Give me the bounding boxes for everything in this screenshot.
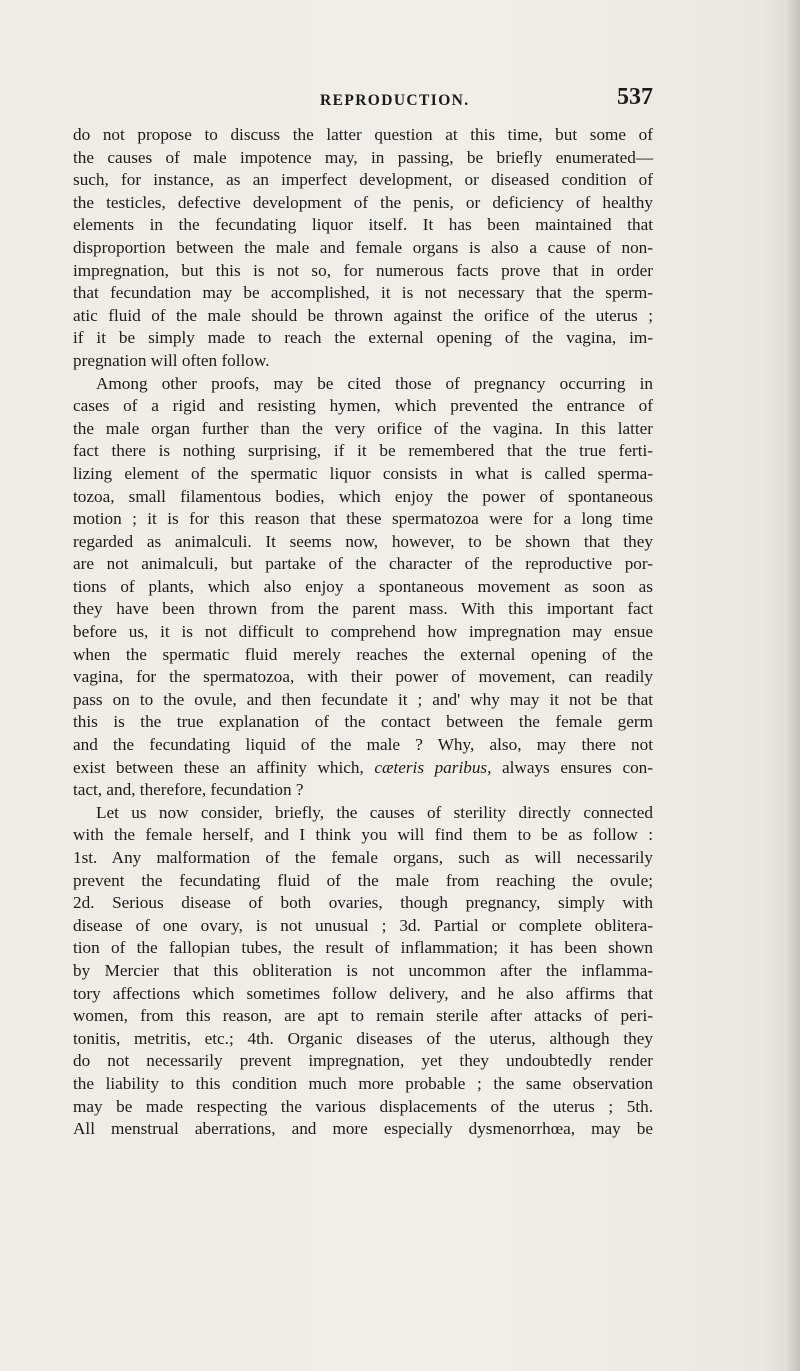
text-line: tions of plants, which also enjoy a spontaneous movement as soon as [73,576,653,596]
text-line: atic fluid of the male should be thrown against the orifice of the uterus ; [73,305,653,325]
text-line: tion of the fallopian tubes, the result of inflammation; it has been shown [73,938,653,958]
text-line: pass on to the ovule, and then fecundate it ; and' why may it not be that [73,689,653,709]
text-line: do not propose to discuss the latter question at this time, but some of [73,125,653,144]
text-line: disease of one ovary, is not unusual ; 3d. Partial or complete oblitera- [73,915,653,935]
text-line: before us, it is not difficult to comprehend how impregnation may ensue [73,622,653,642]
text-line: 1st. Any malformation of the female organs, such as will necessarily [73,848,653,867]
text-line: cases of a rigid and resisting hymen, which prevented the entrance of [73,396,653,416]
text-line-with-italic [73,757,653,780]
text-line: the testicles, defective development of the penis, or deficiency of healthy [73,192,653,212]
text-line: and the fecundating liquid of the male ? Why, also, may there not [73,735,653,755]
text-line: this is the true explanation of the contact between the female germ [73,712,653,732]
text-line: tory affections which sometimes follow delivery, and he also affirms that [73,983,653,1003]
text-line: regarded as animalculi. It seems now, however, to be shown that they [73,531,653,551]
text-line: such, for instance, as an imperfect development, or diseased condition of [73,170,653,190]
text-line: they have been thrown from the parent mass. With this important fact [73,599,653,619]
page-number: 537 [617,84,653,110]
text-line: pregnation will often follow. [73,350,270,370]
text-line: the causes of male impotence may, in passing, be briefly enumerated— [73,147,653,167]
text-line: disproportion between the male and female organs is also a cause of non- [73,237,653,257]
text-line: tozoa, small filamentous bodies, which enjoy the power of spontaneous [73,486,653,506]
paragraph-start-line: Let us now consider, briefly, the causes of sterility directly connected [96,802,653,822]
text-line: with the female herself, and I think you will find them to be as follow : [73,825,653,845]
text-line: motion ; it is for this reason that these spermatozoa were for a long time [73,509,653,529]
text-line: when the spermatic fluid merely reaches the external opening of the [73,644,653,664]
text-line: if it be simply made to reach the external opening of the vagina, im- [73,328,653,348]
text-line: lizing element of the spermatic liquor consists in what is called sperma- [73,463,653,483]
text-line: do not necessarily prevent impregnation, yet they undoubtedly render [73,1051,653,1071]
page-edge-shadow [786,0,800,1371]
text-line: fact there is nothing surprising, if it be remembered that the true ferti- [73,441,653,461]
text-line: are not animalculi, but partake of the character of the reproductive por- [73,554,653,574]
text-line: tact, and, therefore, fecundation ? [73,780,304,800]
text-line: by Mercier that this obliteration is not uncommon after the inflamma- [73,960,653,980]
text-line: the liability to this condition much more probable ; the same observation [73,1073,653,1093]
text-line: may be made respecting the various displacements of the uterus ; 5th. [73,1096,653,1116]
text-line: that fecundation may be accomplished, it is not necessary that the sperm- [73,283,653,303]
body-text [73,124,653,1141]
italic-phrase: cæteris paribus, [374,757,492,777]
line-segment: always ensures con- [491,757,653,777]
text-line: prevent the fecundating fluid of the male from reaching the ovule; [73,870,653,890]
text-line: All menstrual aberrations, and more especially dysmenorrhœa, may be [73,1119,653,1139]
paragraph-start-line: Among other proofs, may be cited those of pregnancy occurring in [96,373,653,393]
running-title: REPRODUCTION. [320,92,470,109]
text-line: 2d. Serious disease of both ovaries, though pregnancy, simply with [73,893,653,913]
text-line: tonitis, metritis, etc.; 4th. Organic diseases of the uterus, although they [73,1028,653,1048]
text-line: elements in the fecundating liquor itself. It has been maintained that [73,215,653,235]
text-line: impregnation, but this is not so, for numerous facts prove that in order [73,260,653,280]
line-segment: exist between these an affinity which, [73,757,364,777]
text-line: vagina, for the spermatozoa, with their power of movement, can readily [73,667,653,687]
running-head [0,84,800,114]
text-line: women, from this reason, are apt to remain sterile after attacks of peri- [73,1006,653,1026]
text-line: the male organ further than the very orifice of the vagina. In this latter [73,418,653,438]
